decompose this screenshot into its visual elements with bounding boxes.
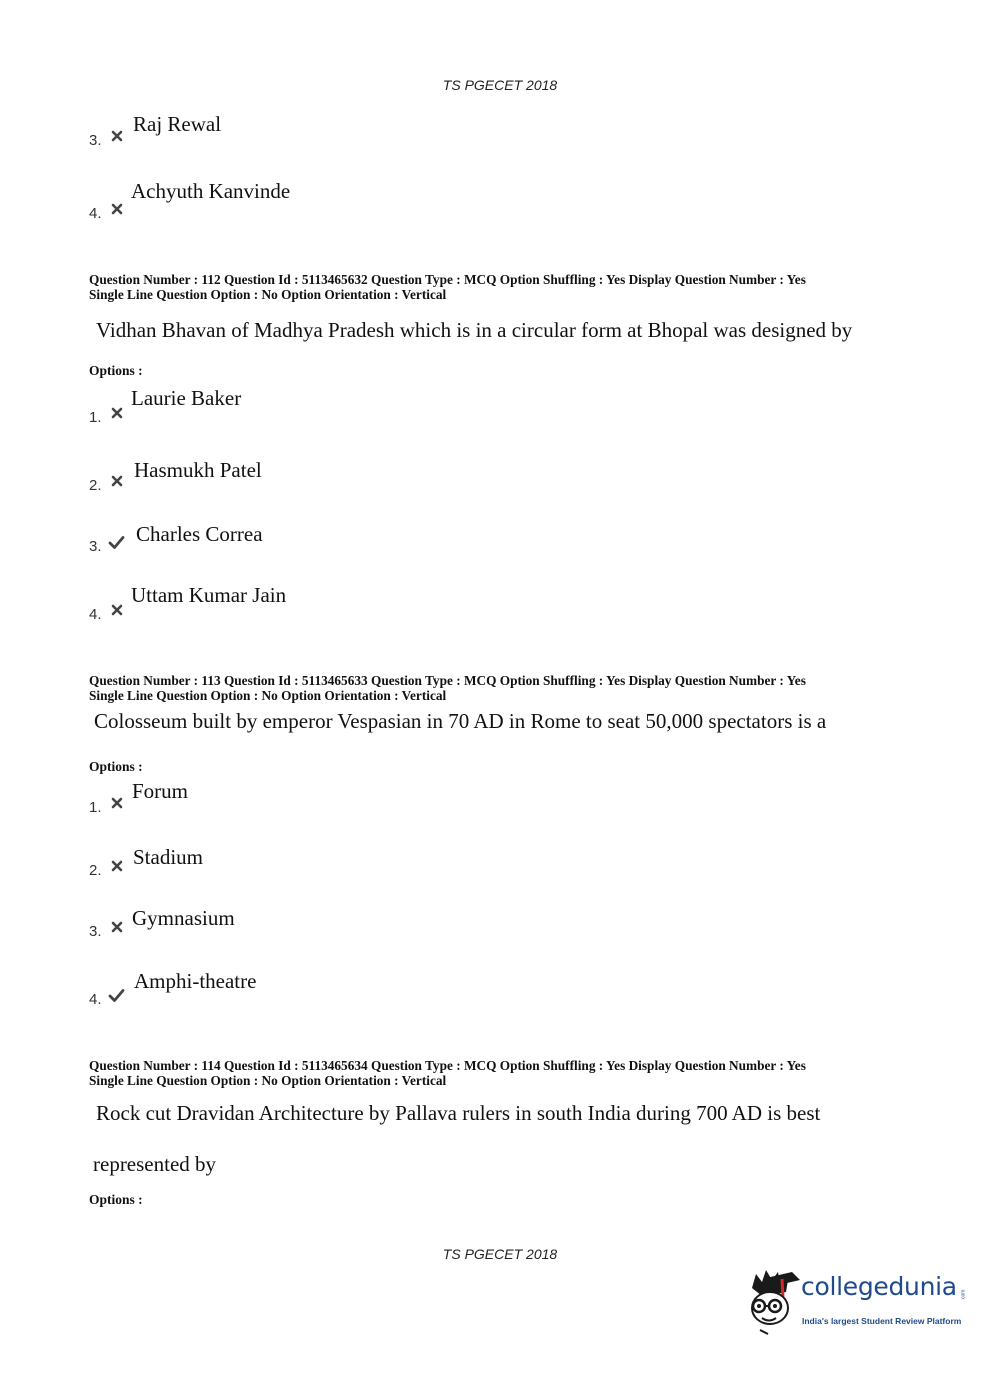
question-meta: Question Number : 112 Question Id : 5113465632 Question Type : MCQ Option Shuffling : Yes Display Question Number : Yes: [89, 272, 806, 287]
option-text: Uttam Kumar Jain: [131, 583, 287, 607]
option-text: Laurie Baker: [131, 386, 242, 410]
check-icon: [108, 535, 125, 550]
option-number: 4.: [89, 205, 102, 222]
option-number: 2.: [89, 477, 102, 494]
question-meta: Question Number : 114 Question Id : 5113465634 Question Type : MCQ Option Shuffling : Yes Display Question Number : Yes: [89, 1058, 806, 1073]
option-text: Charles Correa: [136, 522, 263, 546]
question-meta: Question Number : 113 Question Id : 5113465633 Question Type : MCQ Option Shuffling : Yes Display Question Number : Yes: [89, 673, 806, 688]
option-text: Gymnasium: [132, 906, 235, 930]
options-label: Options :: [89, 363, 143, 378]
page-header: TS PGECET 2018: [442, 77, 558, 93]
page-footer: TS PGECET 2018: [442, 1246, 558, 1262]
cross-icon: [111, 604, 123, 616]
option-text: Stadium: [133, 845, 204, 869]
cross-icon: [111, 203, 123, 215]
option-text: Hasmukh Patel: [134, 458, 262, 482]
question-meta: Single Line Question Option : No Option Orientation : Vertical: [89, 1073, 447, 1088]
cross-icon: [111, 860, 123, 872]
question-text: Colosseum built by emperor Vespasian in 70 AD in Rome to seat 50,000 spectators is a: [94, 709, 827, 733]
cross-icon: [111, 921, 123, 933]
option-number: 2.: [89, 862, 102, 879]
option-text: Raj Rewal: [133, 112, 222, 136]
cross-icon: [111, 475, 123, 487]
option-text: Forum: [132, 779, 189, 803]
option-number: 3.: [89, 132, 102, 149]
question-text: Vidhan Bhavan of Madhya Pradesh which is in a circular form at Bhopal was designed by: [96, 318, 853, 342]
option-number: 4.: [89, 991, 102, 1008]
option-number: 3.: [89, 923, 102, 940]
option-text: Achyuth Kanvinde: [131, 179, 291, 203]
cross-icon: [111, 130, 123, 142]
option-number: 1.: [89, 409, 102, 426]
question-text-continued: represented by: [93, 1152, 217, 1176]
question-meta: Single Line Question Option : No Option Orientation : Vertical: [89, 287, 447, 302]
option-text: Amphi-theatre: [134, 969, 257, 993]
option-number: 1.: [89, 799, 102, 816]
check-icon: [108, 988, 125, 1003]
options-label: Options :: [89, 759, 143, 774]
option-number: 4.: [89, 606, 102, 623]
option-number: 3.: [89, 538, 102, 555]
cross-icon: [111, 797, 123, 809]
options-label: Options :: [89, 1192, 143, 1207]
logo-tagline: India's largest Student Review Platform: [802, 1316, 962, 1326]
question-text: Rock cut Dravidan Architecture by Pallava rulers in south India during 700 AD is best: [96, 1101, 821, 1125]
mascot-icon: [742, 1268, 800, 1340]
question-meta: Single Line Question Option : No Option Orientation : Vertical: [89, 688, 447, 703]
cross-icon: [111, 407, 123, 419]
collegedunia-logo: [742, 1268, 972, 1340]
logo-wordmark: collegedunia: [801, 1272, 957, 1301]
logo-suffix: .com: [960, 1289, 967, 1301]
